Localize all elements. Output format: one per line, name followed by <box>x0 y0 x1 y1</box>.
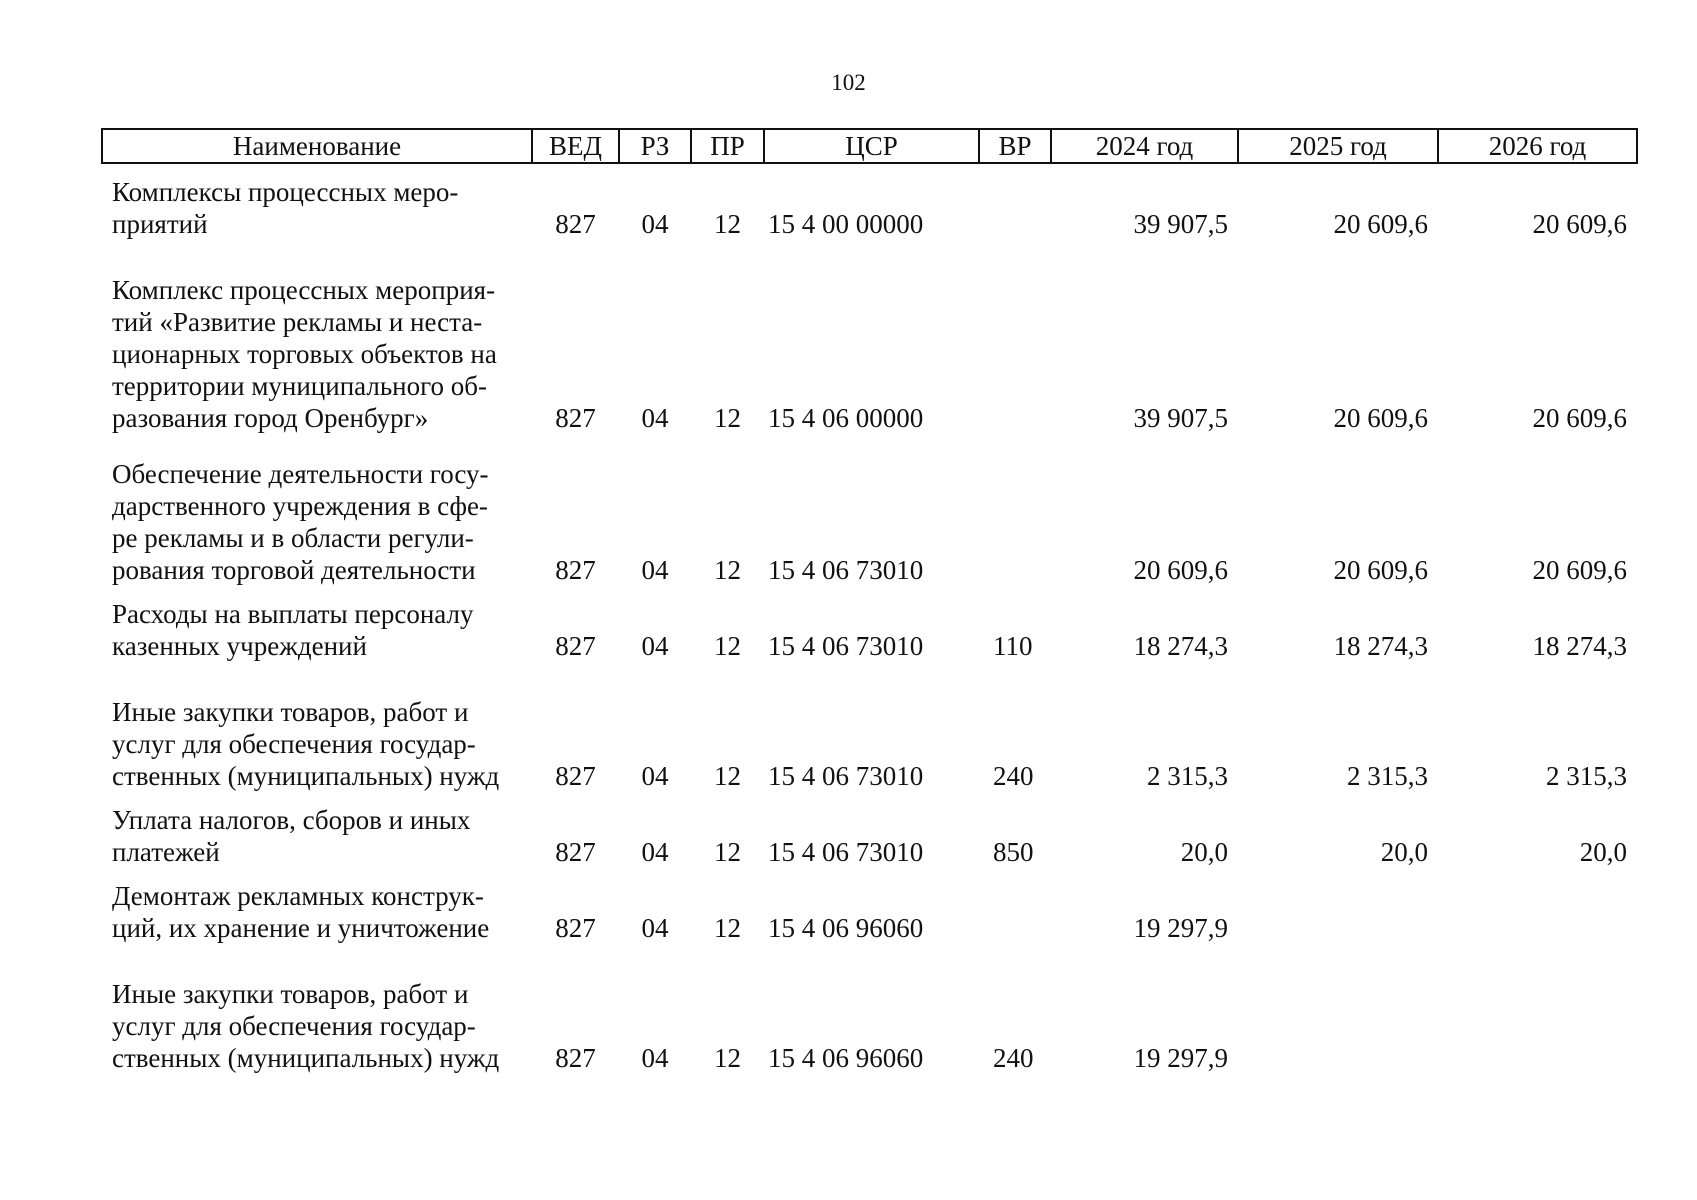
cell-2026: 2 315,3 <box>1546 761 1627 791</box>
cell-csr: 15 4 06 96060 <box>768 1043 924 1073</box>
cell-name: Иные закупки товаров, работ и услуг для обеспечения государ- ственных (муниципальных) нужд <box>112 979 500 1073</box>
cell-vr: 110 <box>993 631 1033 661</box>
cell-2024: 19 297,9 <box>1133 1043 1228 1073</box>
cell-csr: 15 4 06 73010 <box>768 837 924 867</box>
table-row <box>102 434 1637 586</box>
cell-2025 <box>1238 944 1438 1074</box>
cell-2025: 20 609,6 <box>1333 403 1428 433</box>
cell-pr: 12 <box>714 761 741 791</box>
cell-csr: 15 4 06 73010 <box>768 555 924 585</box>
cell-2024: 20,0 <box>1180 837 1228 867</box>
cell-2026 <box>1438 944 1637 1074</box>
table-row <box>102 944 1637 1074</box>
cell-name: Демонтаж рекламных конструк- ций, их хранение и уничтожение <box>112 881 490 943</box>
cell-name: Комплексы процессных меро- приятий <box>112 177 459 239</box>
cell-ved: 827 <box>555 837 596 867</box>
table-row <box>102 792 1637 868</box>
cell-name: Обеспечение деятельности госу- дарственного учреждения в сфе- ре рекламы и в области регули- рования торговой деятельности <box>112 459 489 585</box>
header-2025: 2025 год <box>1238 129 1438 163</box>
cell-rz: 04 <box>641 631 669 661</box>
cell-ved: 827 <box>555 631 596 661</box>
cell-2024: 18 274,3 <box>1133 631 1228 661</box>
cell-vr <box>979 163 1051 240</box>
table-header <box>102 129 1637 163</box>
cell-rz: 04 <box>641 913 669 943</box>
cell-ved: 827 <box>555 913 596 943</box>
cell-vr <box>979 434 1051 586</box>
header-2024: 2024 год <box>1051 129 1238 163</box>
cell-2024: 39 907,5 <box>1133 403 1228 433</box>
table-row <box>102 163 1637 240</box>
cell-2025 <box>1238 868 1438 944</box>
cell-rz: 04 <box>641 761 669 791</box>
cell-ved: 827 <box>555 403 596 433</box>
cell-name: Иные закупки товаров, работ и услуг для обеспечения государ- ственных (муниципальных) нужд <box>112 697 500 791</box>
cell-2024: 19 297,9 <box>1133 913 1228 943</box>
cell-csr: 15 4 06 73010 <box>768 761 924 791</box>
table-row <box>102 868 1637 944</box>
header-vr: ВР <box>979 129 1051 163</box>
cell-2026: 20 609,6 <box>1532 209 1627 239</box>
cell-csr: 15 4 06 96060 <box>768 913 924 943</box>
table-row <box>102 586 1637 662</box>
cell-rz: 04 <box>641 403 669 433</box>
cell-2024: 39 907,5 <box>1133 209 1228 239</box>
cell-pr: 12 <box>714 555 741 585</box>
cell-pr: 12 <box>714 1043 741 1073</box>
table-row <box>102 662 1637 792</box>
cell-name: Расходы на выплаты персоналу казенных учреждений <box>112 599 474 661</box>
cell-2024: 20 609,6 <box>1133 555 1228 585</box>
cell-csr: 15 4 06 73010 <box>768 631 924 661</box>
cell-2025: 18 274,3 <box>1333 631 1428 661</box>
cell-csr: 15 4 00 00000 <box>768 209 924 239</box>
cell-vr <box>979 868 1051 944</box>
cell-2025: 20 609,6 <box>1333 555 1428 585</box>
cell-rz: 04 <box>641 555 669 585</box>
cell-ved: 827 <box>555 209 596 239</box>
cell-csr: 15 4 06 00000 <box>768 403 924 433</box>
cell-ved: 827 <box>555 555 596 585</box>
cell-vr: 240 <box>993 1043 1034 1073</box>
header-rz: РЗ <box>619 129 691 163</box>
cell-2026: 20 609,6 <box>1532 403 1627 433</box>
cell-2026: 20,0 <box>1579 837 1627 867</box>
cell-pr: 12 <box>714 631 741 661</box>
header-ved: ВЕД <box>532 129 619 163</box>
cell-pr: 12 <box>714 837 741 867</box>
cell-rz: 04 <box>641 837 669 867</box>
header-2026: 2026 год <box>1438 129 1637 163</box>
cell-2026 <box>1438 868 1637 944</box>
cell-2026: 20 609,6 <box>1532 555 1627 585</box>
header-pr: ПР <box>691 129 764 163</box>
header-csr: ЦСР <box>764 129 979 163</box>
cell-rz: 04 <box>641 209 669 239</box>
cell-vr: 240 <box>993 761 1034 791</box>
cell-2025: 2 315,3 <box>1347 761 1428 791</box>
page-number: 102 <box>831 70 866 95</box>
cell-2025: 20 609,6 <box>1333 209 1428 239</box>
header-name: Наименование <box>102 129 532 163</box>
cell-name: Комплекс процессных мероприя- тий «Развитие рекламы и неста- ционарных торговых объектов на территории муниципального об- разования город Оренбург» <box>112 275 497 433</box>
cell-2025: 20,0 <box>1380 837 1428 867</box>
cell-2024: 2 315,3 <box>1147 761 1228 791</box>
table-body <box>102 163 1637 1074</box>
cell-vr: 850 <box>993 837 1034 867</box>
cell-ved: 827 <box>555 761 596 791</box>
cell-pr: 12 <box>714 209 741 239</box>
cell-pr: 12 <box>714 913 741 943</box>
header-row <box>102 129 1637 163</box>
table-row <box>102 240 1637 434</box>
cell-ved: 827 <box>555 1043 596 1073</box>
cell-2026: 18 274,3 <box>1532 631 1627 661</box>
cell-name: Уплата налогов, сборов и иных платежей <box>112 805 471 867</box>
cell-vr <box>979 240 1051 434</box>
cell-rz: 04 <box>641 1043 669 1073</box>
cell-pr: 12 <box>714 403 741 433</box>
budget-table <box>101 128 1638 1074</box>
